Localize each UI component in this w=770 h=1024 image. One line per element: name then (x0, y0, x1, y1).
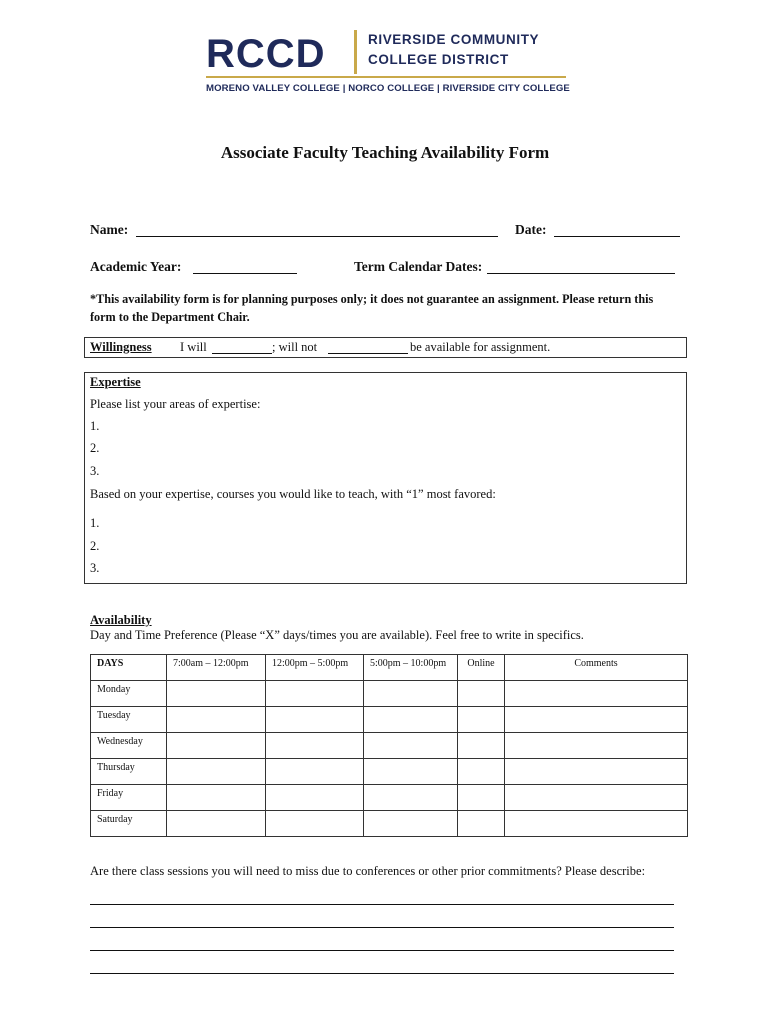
logo-colleges: MORENO VALLEY COLLEGE | NORCO COLLEGE | RIVERSIDE CITY COLLEGE (206, 83, 570, 94)
course-item-3[interactable]: 3. (90, 561, 100, 575)
conflicts-question: Are there class sessions you will need to miss due to conferences or other prior commitments? Please describe: (90, 864, 646, 878)
table-row (91, 733, 688, 759)
column-header-evening: 5:00pm – 10:00pm (364, 655, 458, 681)
online-cell[interactable] (458, 785, 505, 811)
evening-cell[interactable] (364, 681, 458, 707)
column-header-afternoon: 12:00pm – 5:00pm (266, 655, 364, 681)
conflicts-answer-line[interactable] (90, 927, 674, 928)
logo-mark: RCCD (206, 32, 326, 76)
morning-cell[interactable] (167, 759, 266, 785)
evening-cell[interactable] (364, 733, 458, 759)
comments-cell[interactable] (505, 681, 688, 707)
date-field[interactable] (554, 236, 680, 237)
term-calendar-field[interactable] (487, 273, 675, 274)
online-cell[interactable] (458, 707, 505, 733)
willingness-text-willnot: ; will not (272, 340, 318, 354)
column-header-online: Online (458, 655, 505, 681)
afternoon-cell[interactable] (266, 785, 364, 811)
online-cell[interactable] (458, 759, 505, 785)
logo-name-line1: RIVERSIDE COMMUNITY (368, 32, 540, 47)
day-cell: Friday (91, 785, 167, 811)
day-cell: Saturday (91, 811, 167, 837)
comments-cell[interactable] (505, 707, 688, 733)
online-cell[interactable] (458, 811, 505, 837)
morning-cell[interactable] (167, 785, 266, 811)
conflicts-answer-line[interactable] (90, 904, 674, 905)
availability-table (90, 654, 688, 837)
rccd-logo (206, 28, 570, 100)
conflicts-answer-line[interactable] (90, 973, 674, 974)
comments-cell[interactable] (505, 785, 688, 811)
planning-note-line1: *This availability form is for planning purposes only; it does not guarantee an assignment. Please return this (90, 292, 654, 306)
column-header-comments: Comments (505, 655, 688, 681)
morning-cell[interactable] (167, 681, 266, 707)
course-item-1[interactable]: 1. (90, 516, 100, 530)
day-cell: Thursday (91, 759, 167, 785)
comments-cell[interactable] (505, 811, 688, 837)
morning-cell[interactable] (167, 811, 266, 837)
column-header-days: DAYS (91, 655, 167, 681)
table-row (91, 681, 688, 707)
course-item-2[interactable]: 2. (90, 539, 100, 553)
academic-year-label: Academic Year: (90, 259, 182, 274)
availability-instructions: Day and Time Preference (Please “X” days/times you are available). Feel free to write in specifics. (90, 628, 584, 642)
name-field[interactable] (136, 236, 498, 237)
afternoon-cell[interactable] (266, 733, 364, 759)
expertise-item-3[interactable]: 3. (90, 464, 100, 478)
table-header-row (91, 655, 688, 681)
comments-cell[interactable] (505, 733, 688, 759)
day-cell: Tuesday (91, 707, 167, 733)
afternoon-cell[interactable] (266, 681, 364, 707)
willingness-text-will: I will (180, 340, 207, 354)
online-cell[interactable] (458, 733, 505, 759)
afternoon-cell[interactable] (266, 759, 364, 785)
day-cell: Wednesday (91, 733, 167, 759)
term-calendar-label: Term Calendar Dates: (354, 259, 483, 274)
evening-cell[interactable] (364, 811, 458, 837)
evening-cell[interactable] (364, 707, 458, 733)
courses-prompt: Based on your expertise, courses you would like to teach, with “1” most favored: (90, 487, 496, 501)
comments-cell[interactable] (505, 759, 688, 785)
planning-note (90, 290, 690, 326)
will-not-field[interactable] (328, 353, 408, 354)
day-cell: Monday (91, 681, 167, 707)
column-header-morning: 7:00am – 12:00pm (167, 655, 266, 681)
date-label: Date: (515, 222, 547, 237)
morning-cell[interactable] (167, 707, 266, 733)
evening-cell[interactable] (364, 759, 458, 785)
willingness-heading: Willingness (90, 340, 152, 354)
afternoon-cell[interactable] (266, 707, 364, 733)
expertise-heading: Expertise (90, 375, 141, 389)
evening-cell[interactable] (364, 785, 458, 811)
form-title: Associate Faculty Teaching Availability Form (220, 143, 550, 162)
will-field[interactable] (212, 353, 272, 354)
table-row (91, 811, 688, 837)
afternoon-cell[interactable] (266, 811, 364, 837)
willingness-box (84, 337, 687, 358)
logo-name-line2: COLLEGE DISTRICT (368, 52, 509, 67)
willingness-text-end: be available for assignment. (410, 340, 551, 354)
logo-rule (206, 76, 566, 78)
name-label: Name: (90, 222, 129, 237)
table-row (91, 707, 688, 733)
expertise-item-2[interactable]: 2. (90, 441, 100, 455)
table-row (91, 785, 688, 811)
morning-cell[interactable] (167, 733, 266, 759)
expertise-item-1[interactable]: 1. (90, 419, 100, 433)
expertise-prompt: Please list your areas of expertise: (90, 397, 261, 411)
table-row (91, 759, 688, 785)
conflicts-answer-line[interactable] (90, 950, 674, 951)
availability-heading: Availability (90, 613, 152, 627)
academic-year-field[interactable] (193, 273, 297, 274)
logo-divider (354, 30, 357, 74)
planning-note-line2: form to the Department Chair. (90, 310, 250, 324)
online-cell[interactable] (458, 681, 505, 707)
